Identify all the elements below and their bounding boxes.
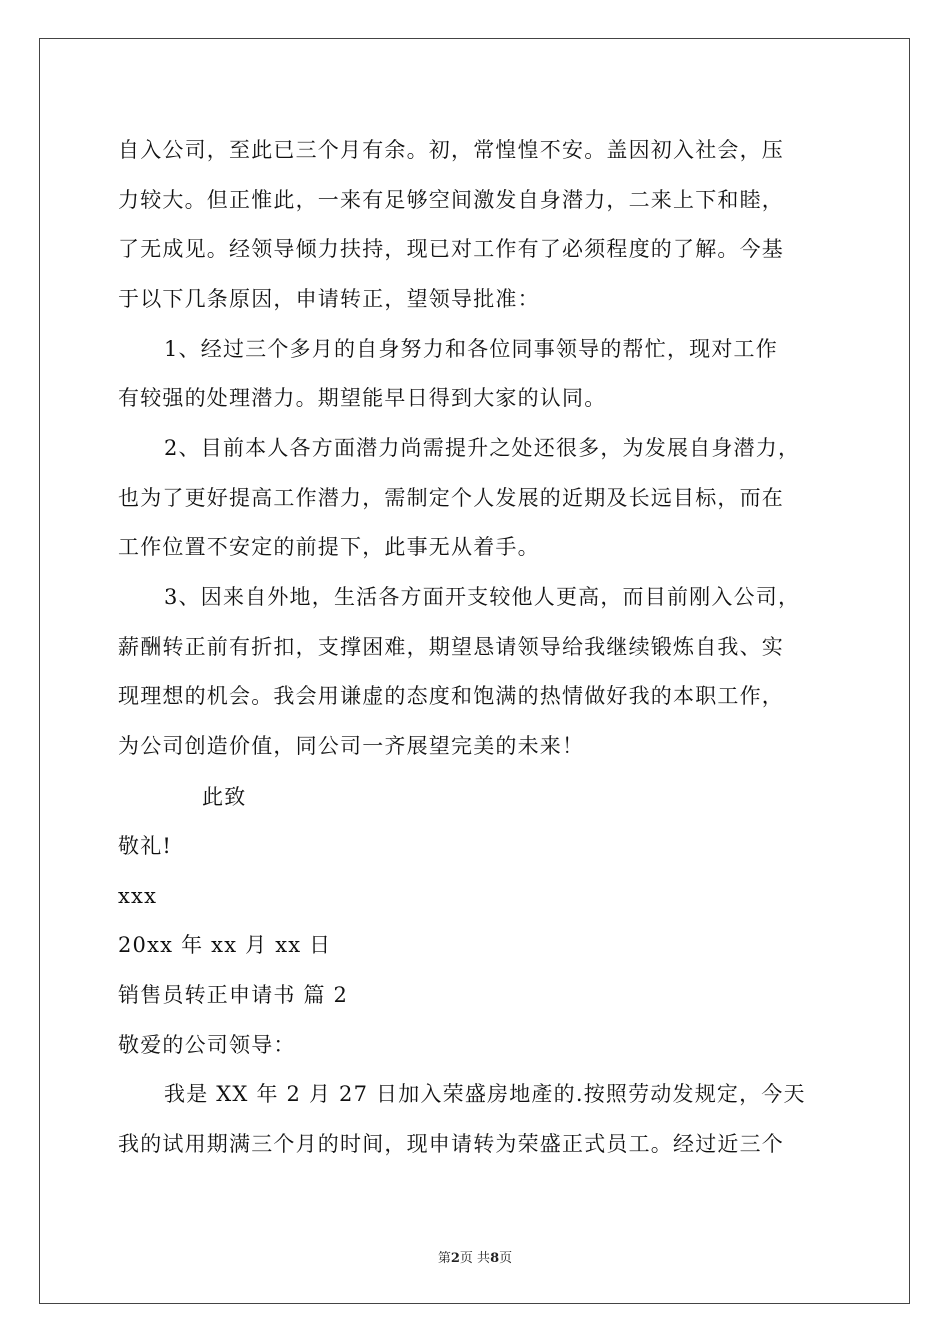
paragraph-line: 薪酬转正前有折扣，支撑困难，期望恳请领导给我继续锻炼自我、实 <box>118 635 784 659</box>
list-item-1: 1、经过三个多月的自身努力和各位同事领导的帮忙，现对工作 <box>164 337 778 361</box>
paragraph-line: 也为了更好提高工作潜力，需制定个人发展的近期及长远目标，而在 <box>118 486 784 510</box>
footer-prefix: 第 <box>437 1251 451 1266</box>
paragraph-line: 自入公司，至此已三个月有余。初，常惶惶不安。盖因初入社会，压 <box>118 138 784 162</box>
page-number-footer <box>0 1247 950 1266</box>
footer-mid: 页 共 <box>459 1251 491 1266</box>
current-page-number: 2 <box>450 1251 460 1266</box>
paragraph-line: 工作位置不安定的前提下，此事无从着手。 <box>118 535 540 559</box>
greeting: 敬爱的公司领导： <box>118 1033 296 1057</box>
page-border <box>39 38 910 1304</box>
closing-salutation: 此致 <box>202 785 247 809</box>
closing-regards: 敬礼! <box>118 834 173 858</box>
paragraph-line: 力较大。但正惟此，一来有足够空间激发自身潜力，二来上下和睦， <box>118 188 784 212</box>
section-title: 销售员转正申请书 篇 2 <box>118 983 349 1007</box>
paragraph-line: 为公司创造价值，同公司一齐展望完美的未来！ <box>118 734 585 758</box>
paragraph-line: 了无成见。经领导倾力扶持，现已对工作有了必须程度的了解。今基 <box>118 237 784 261</box>
signature-date: 20xx 年 xx 月 xx 日 <box>118 933 332 957</box>
paragraph-line: 有较强的处理潜力。期望能早日得到大家的认同。 <box>118 386 607 410</box>
footer-suffix: 页 <box>499 1251 513 1266</box>
list-item-3: 3、因来自外地，生活各方面开支较他人更高，而目前刚入公司， <box>164 585 801 609</box>
paragraph-line: 我的试用期满三个月的时间，现申请转为荣盛正式员工。经过近三个 <box>118 1132 784 1156</box>
paragraph-line: 我是 XX 年 2 月 27 日加入荣盛房地產的.按照劳动发规定，今天 <box>164 1082 806 1106</box>
paragraph-line: 现理想的机会。我会用谦虚的态度和饱满的热情做好我的本职工作， <box>118 684 784 708</box>
paragraph-line: 于以下几条原因，申请转正，望领导批准： <box>118 287 540 311</box>
signature-name: xxx <box>118 884 158 908</box>
total-page-number: 8 <box>490 1251 500 1266</box>
list-item-2: 2、目前本人各方面潜力尚需提升之处还很多，为发展自身潜力， <box>164 436 801 460</box>
